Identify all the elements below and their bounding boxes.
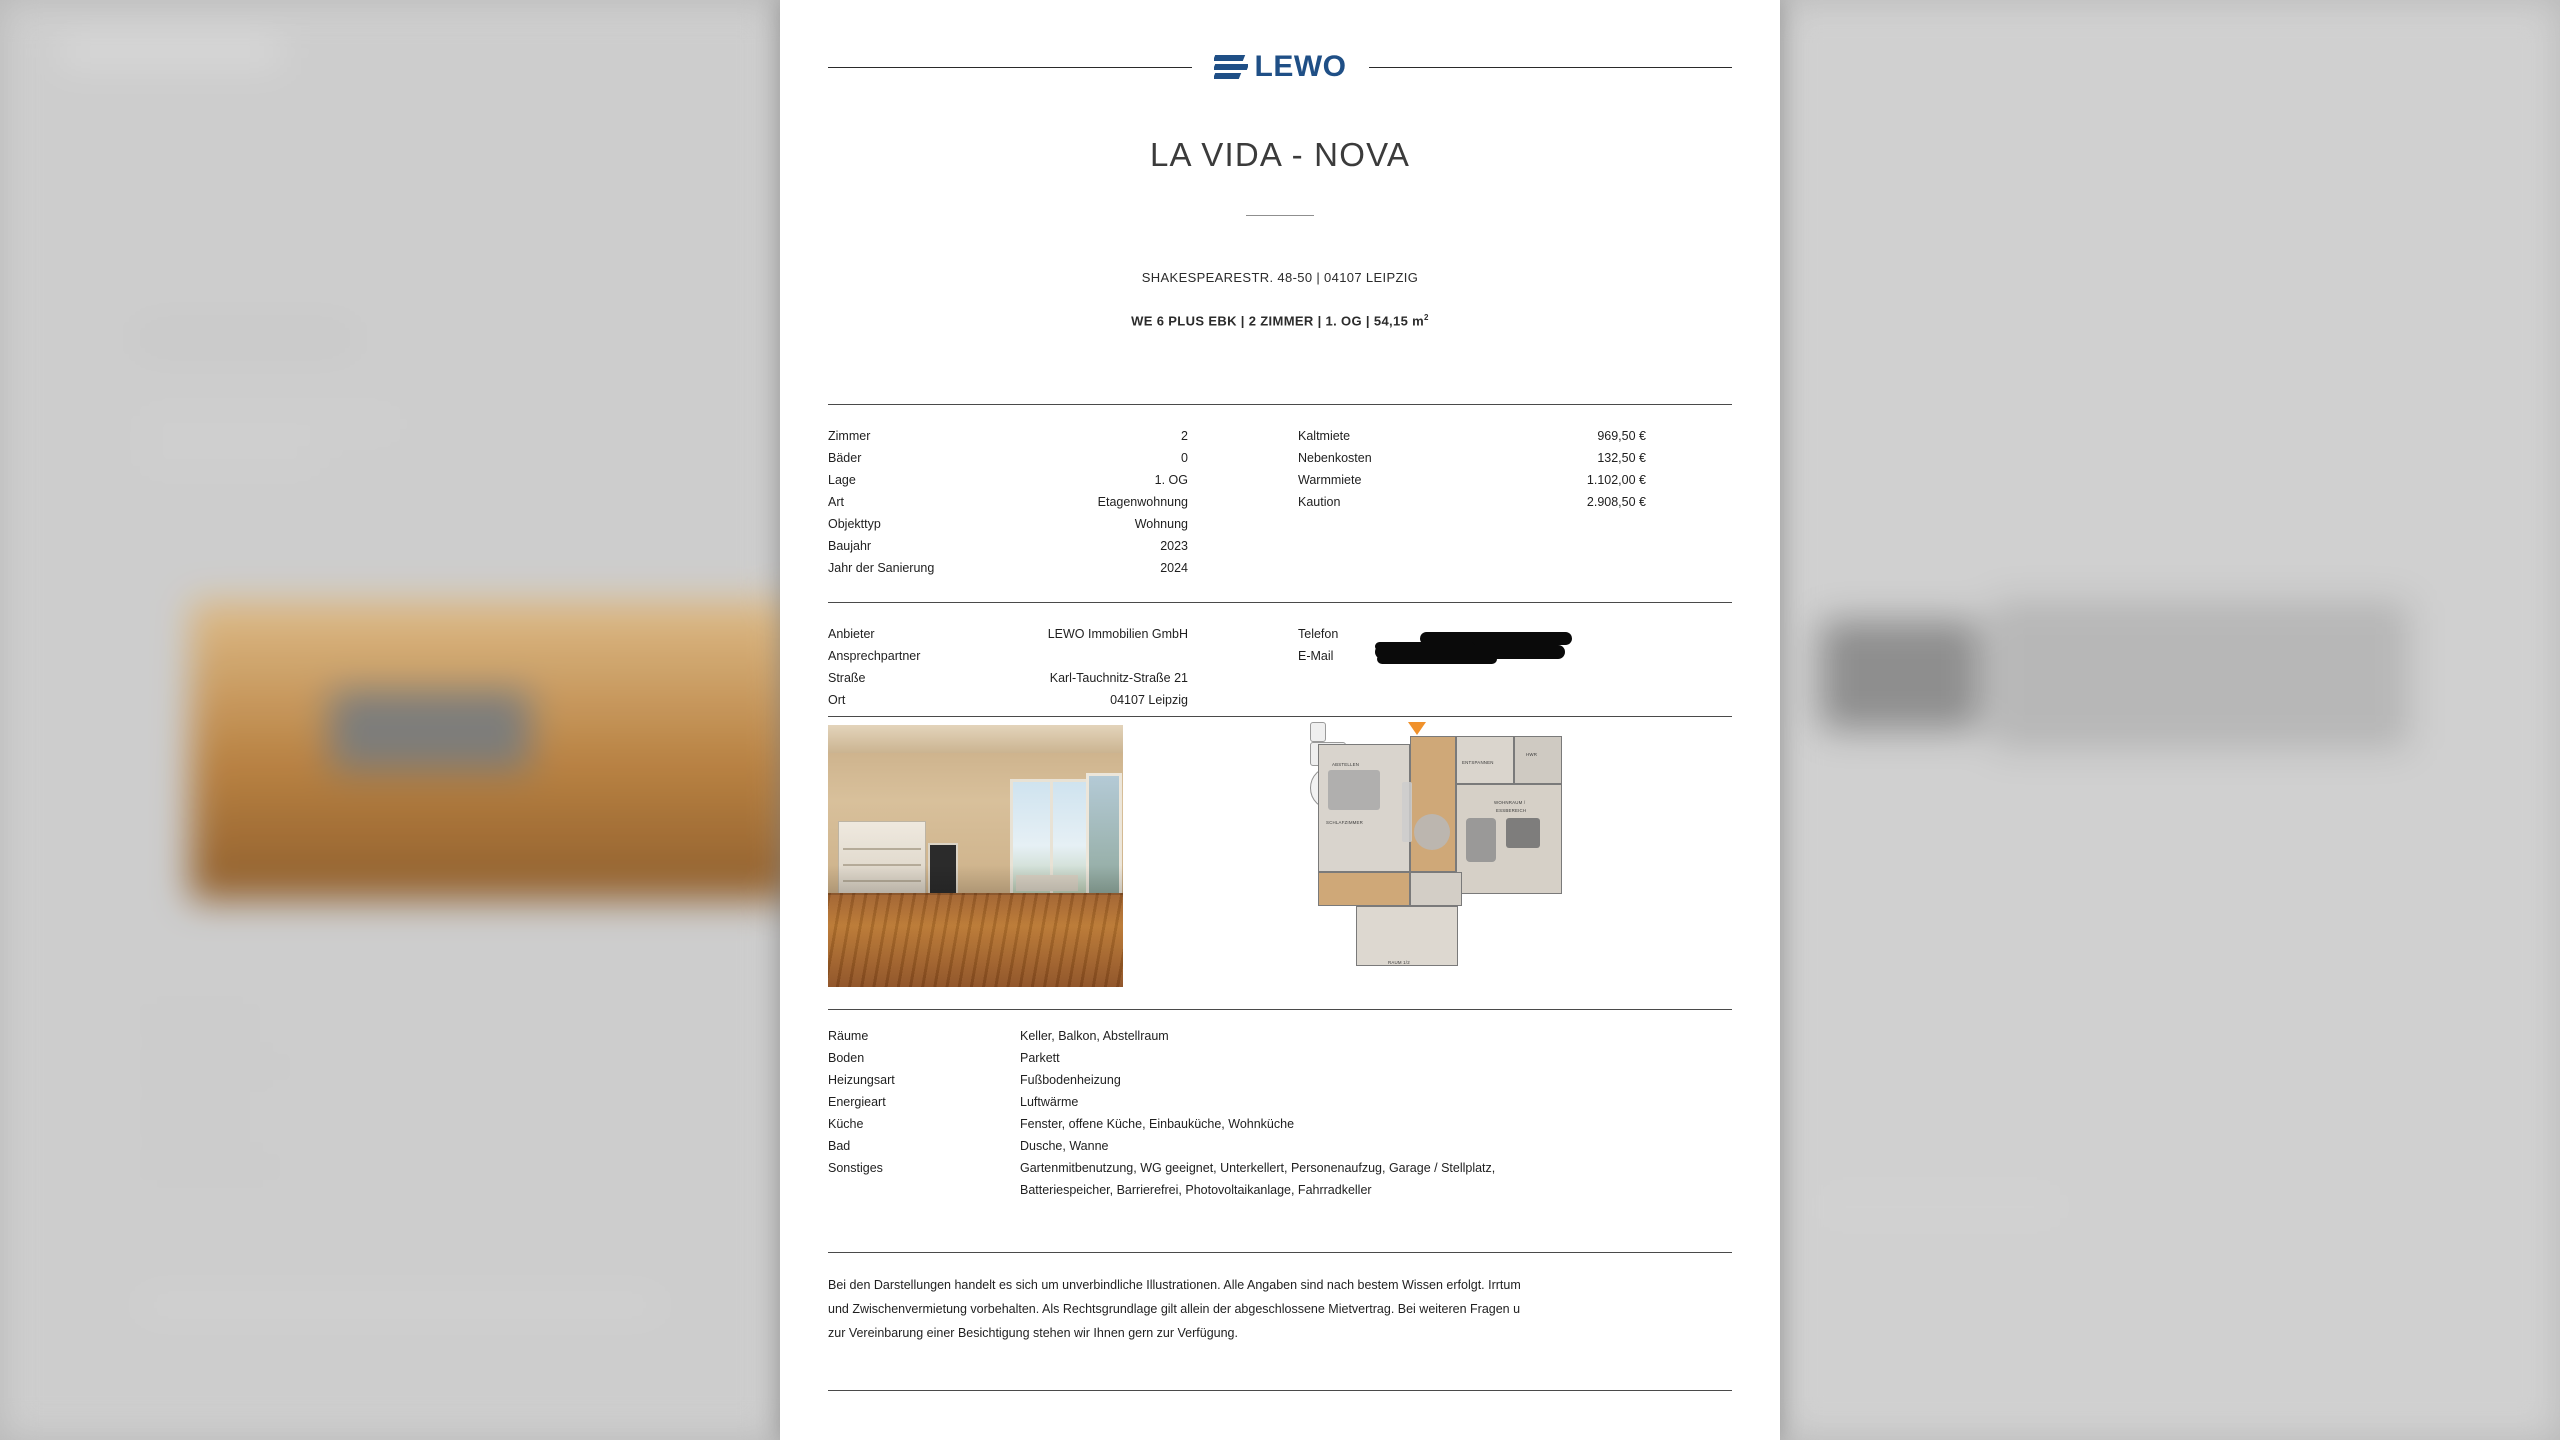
feature-label: Bad (828, 1139, 851, 1153)
costs-table (1298, 425, 1646, 513)
feature-value-line: Fußbodenheizung (1020, 1073, 1121, 1087)
floorplan-label: ENTSPANNEN (1462, 760, 1494, 765)
cost-value: 132,50 € (1597, 451, 1646, 465)
contact-label: E-Mail (1298, 649, 1334, 663)
feature-value (1020, 1157, 1732, 1201)
cost-label: Nebenkosten (1298, 451, 1372, 465)
disclaimer-line: und Zwischenvermietung vorbehalten. Als Rechtsgrundlage gilt allein der abgeschlossene Mietvertrag. Bei weiteren Fragen u (828, 1302, 1521, 1316)
floorplan-furniture-round-table (1414, 814, 1450, 850)
fact-label: Bäder (828, 451, 862, 465)
disclaimer-line: Bei den Darstellungen handelt es sich um unverbindliche Illustrationen. Alle Angaben sind nach bestem Wissen erfolgt. Irrtum (828, 1278, 1521, 1292)
feature-label: Boden (828, 1051, 865, 1065)
cost-value: 2.908,50 € (1586, 495, 1646, 509)
contact-label: Telefon (1298, 627, 1339, 641)
lewo-logo-icon (1214, 54, 1248, 80)
divider-features-top (828, 1009, 1732, 1010)
floorplan-room-hallway (1410, 736, 1456, 872)
table-row (828, 557, 1188, 579)
floorplan-kitchen-line (1402, 782, 1412, 842)
provider-label: Ort (828, 693, 846, 707)
floorplan-room-corridor (1318, 872, 1410, 906)
property-address: SHAKESPEARESTR. 48-50 | 04107 LEIPZIG (1141, 270, 1419, 285)
feature-label: Küche (828, 1117, 864, 1131)
cost-label: Warmmiete (1298, 473, 1362, 487)
floorplan-furniture-sofa (1466, 818, 1496, 862)
table-row (1298, 425, 1646, 447)
table-row (828, 1047, 1732, 1069)
feature-value-line: Luftwärme (1020, 1095, 1079, 1109)
floorplan-label: ESSBEREICH (1496, 808, 1527, 813)
feature-value (1020, 1047, 1732, 1069)
fact-label: Objekttyp (828, 517, 881, 531)
table-row (828, 513, 1188, 535)
feature-value (1020, 1025, 1732, 1047)
background-left-page (0, 0, 780, 1440)
table-row (1298, 469, 1646, 491)
divider-footer (828, 1390, 1732, 1391)
fact-value: 2024 (1160, 561, 1188, 575)
property-unit-text: WE 6 PLUS EBK | 2 ZIMMER | 1. OG | 54,15 m (1131, 313, 1425, 329)
provider-value: 04107 Leipzig (1110, 693, 1188, 707)
fact-value: 2023 (1160, 539, 1188, 553)
feature-label: Räume (828, 1029, 869, 1043)
property-unit-summary (780, 313, 1780, 328)
background-right-page (1780, 0, 2560, 1440)
divider-media-top (828, 716, 1732, 717)
table-row (828, 535, 1188, 557)
feature-value-line: Fenster, offene Küche, Einbauküche, Wohnküche (1020, 1117, 1295, 1131)
table-row (828, 1157, 1732, 1201)
floorplan-room-hwr (1514, 736, 1562, 784)
fact-label: Zimmer (828, 429, 871, 443)
feature-value (1020, 1113, 1732, 1135)
feature-value-line: Gartenmitbenutzung, WG geeignet, Unterkellert, Personenaufzug, Garage / Stellplatz, (1020, 1161, 1496, 1175)
table-row (828, 623, 1188, 645)
feature-label: Heizungsart (828, 1073, 895, 1087)
facts-table (828, 425, 1188, 579)
feature-label: Sonstiges (828, 1161, 883, 1175)
cost-label: Kaltmiete (1298, 429, 1351, 443)
fact-label: Baujahr (828, 539, 872, 553)
header-rule-right (1369, 67, 1733, 68)
floorplan-label: SCHLAFZIMMER (1326, 820, 1364, 825)
table-row (828, 1069, 1732, 1091)
feature-value (1020, 1069, 1732, 1091)
feature-value-line: Parkett (1020, 1051, 1060, 1065)
floorplan-room-wc (1410, 872, 1462, 906)
table-row (828, 667, 1188, 689)
photo-shadow (828, 865, 1123, 895)
floorplan-graphic (1310, 722, 1610, 992)
brand-logo (1192, 52, 1369, 82)
table-row (828, 1113, 1732, 1135)
cost-value: 969,50 € (1597, 429, 1646, 443)
floorplan-label: ABSTELLEN (1332, 762, 1360, 767)
cost-label: Kaution (1298, 495, 1341, 509)
interior-photo (828, 725, 1123, 987)
brand-logo-text: LEWO (1254, 50, 1347, 83)
floorplan-room-balcony (1356, 906, 1458, 966)
feature-value-line: Batteriespeicher, Barrierefrei, Photovoltaikanlage, Fahrradkeller (1020, 1183, 1372, 1197)
header-rule-left (828, 67, 1192, 68)
provider-value: Karl-Tauchnitz-Straße 21 (1049, 671, 1188, 685)
disclaimer-text (828, 1273, 1748, 1345)
photo-parquet-floor (828, 893, 1123, 987)
disclaimer-line: zur Vereinbarung einer Besichtigung stehen wir Ihnen gern zur Verfügung. (828, 1326, 1238, 1340)
fact-value: Wohnung (1134, 517, 1188, 531)
fact-value: 2 (1181, 429, 1188, 443)
floorplan-unit-marker-icon (1408, 722, 1426, 735)
floorplan-label: HWR (1526, 752, 1538, 757)
exposé-document-page (780, 0, 1780, 1440)
provider-value: LEWO Immobilien GmbH (1047, 627, 1188, 641)
table-row (1298, 447, 1646, 469)
floorplan-label: WOHNRAUM / (1494, 800, 1526, 805)
table-row (828, 645, 1188, 667)
table-row (828, 1091, 1732, 1113)
fact-label: Art (828, 495, 844, 509)
title-divider (1246, 215, 1314, 216)
features-table (828, 1025, 1732, 1201)
brand-header (828, 52, 1732, 82)
fact-label: Jahr der Sanierung (828, 561, 935, 575)
floorplan-furniture-table (1506, 818, 1540, 848)
feature-value (1020, 1135, 1732, 1157)
fact-label: Lage (828, 473, 856, 487)
page-title: LA VIDA - NOVA (1149, 136, 1411, 173)
unit-area-superscript: 2 (1424, 313, 1429, 322)
table-row (828, 491, 1188, 513)
provider-label: Ansprechpartner (828, 649, 921, 663)
photo-ceiling (828, 725, 1123, 753)
table-row (828, 447, 1188, 469)
divider-disclaimer-top (828, 1252, 1732, 1253)
feature-value (1020, 1091, 1732, 1113)
redaction-mark-email-2 (1377, 654, 1497, 664)
floorplan-fixture-wc (1310, 722, 1326, 742)
fact-value: Etagenwohnung (1097, 495, 1188, 509)
table-row (828, 689, 1188, 711)
provider-table (828, 623, 1188, 711)
floorplan-label: RAUM 1/2 (1388, 960, 1410, 965)
feature-value-line: Dusche, Wanne (1020, 1139, 1109, 1153)
floorplan-furniture-bed (1328, 770, 1380, 810)
table-row (828, 425, 1188, 447)
table-row (828, 1025, 1732, 1047)
table-row (828, 1135, 1732, 1157)
table-row (1298, 491, 1646, 513)
fact-value: 0 (1181, 451, 1188, 465)
provider-label: Straße (828, 671, 866, 685)
feature-value-line: Keller, Balkon, Abstellraum (1020, 1029, 1169, 1043)
feature-label: Energieart (828, 1095, 886, 1109)
table-row (828, 469, 1188, 491)
divider-facts-top (828, 404, 1732, 405)
fact-value: 1. OG (1154, 473, 1188, 487)
divider-provider-top (828, 602, 1732, 603)
cost-value: 1.102,00 € (1586, 473, 1646, 487)
provider-label: Anbieter (828, 627, 875, 641)
